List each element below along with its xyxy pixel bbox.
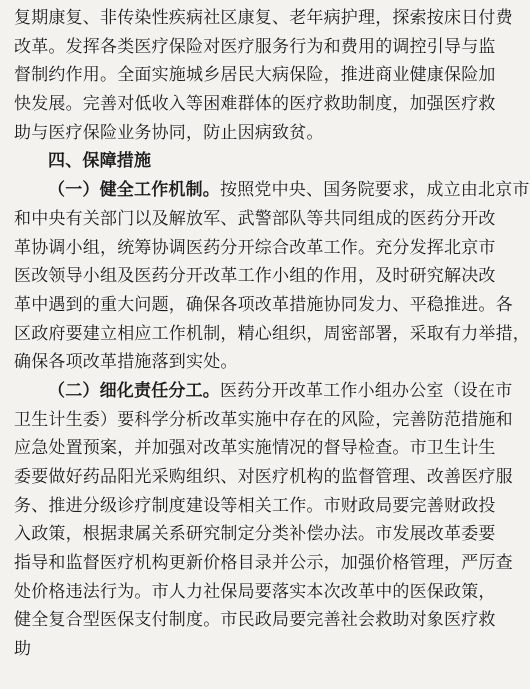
text-line: 指导和监督医疗机构更新价格目录并公示，加强价格管理，严厉查 bbox=[14, 553, 513, 574]
text-line: 革协调小组，统筹协调医药分开综合改革工作。充分发挥北京市 bbox=[14, 237, 496, 258]
subsection-label: （一）健全工作机制。 bbox=[48, 180, 220, 201]
text-line: 医药分开改革工作小组办公室（设在市 bbox=[220, 380, 513, 401]
subsection-label: （二）细化责任分工。 bbox=[48, 380, 220, 401]
subsection-first-line bbox=[14, 377, 513, 406]
text-line: 医改领导小组及医药分开改革工作小组的作用，及时研究解决改 bbox=[14, 266, 496, 287]
subsection-first-line bbox=[14, 176, 530, 205]
text-line: 复期康复、非传染性疾病社区康复、老年病护理，探索按床日付费 bbox=[14, 8, 513, 28]
text-line: 改革。发挥各类医疗保险对医疗服务行为和费用的调控引导与监 bbox=[14, 36, 496, 57]
text-line: 助 bbox=[14, 639, 32, 660]
text-line: 入政策，根据隶属关系研究制定分类补偿办法。市发展改革委要 bbox=[14, 524, 496, 545]
section-heading: 四、保障措施 bbox=[48, 151, 152, 172]
text-line: 革中遇到的重大问题，确保各项改革措施协同发力、平稳推进。各 bbox=[14, 294, 513, 315]
text-line: 快发展。完善对低收入等困难群体的医疗救助制度，加强医疗救 bbox=[14, 94, 496, 115]
text-line: 健全复合型医保支付制度。市民政局要完善社会救助对象医疗救 bbox=[14, 610, 496, 631]
text-line: 和中央有关部门以及解放军、武警部队等共同组成的医药分开改 bbox=[14, 208, 496, 229]
text-line: 区政府要建立相应工作机制，精心组织，周密部署，采取有力举措， bbox=[14, 323, 530, 344]
text-line: 助与医疗保险业务协同，防止因病致贫。 bbox=[14, 122, 324, 143]
text-line: 务、推进分级诊疗制度建设等相关工作。市财政局要完善财政投 bbox=[14, 495, 496, 516]
text-line: 处价格违法行为。市人力社保局要落实本次改革中的医保政策， bbox=[14, 581, 496, 602]
text-line: 督制约作用。全面实施城乡居民大病保险，推进商业健康保险加 bbox=[14, 65, 496, 86]
text-line: 确保各项改革措施落到实处。 bbox=[14, 352, 238, 373]
text-line: 按照党中央、国务院要求，成立由北京市 bbox=[220, 180, 530, 201]
text-line: 应急处置预案，并加强对改革实施情况的督导检查。市卫生计生 bbox=[14, 438, 496, 459]
text-line: 卫生计生委）要科学分析改革实施中存在的风险，完善防范措施和 bbox=[14, 409, 513, 430]
text-line: 委要做好药品阳光采购组织、对医疗机构的监督管理、改善医疗服 bbox=[14, 467, 513, 487]
